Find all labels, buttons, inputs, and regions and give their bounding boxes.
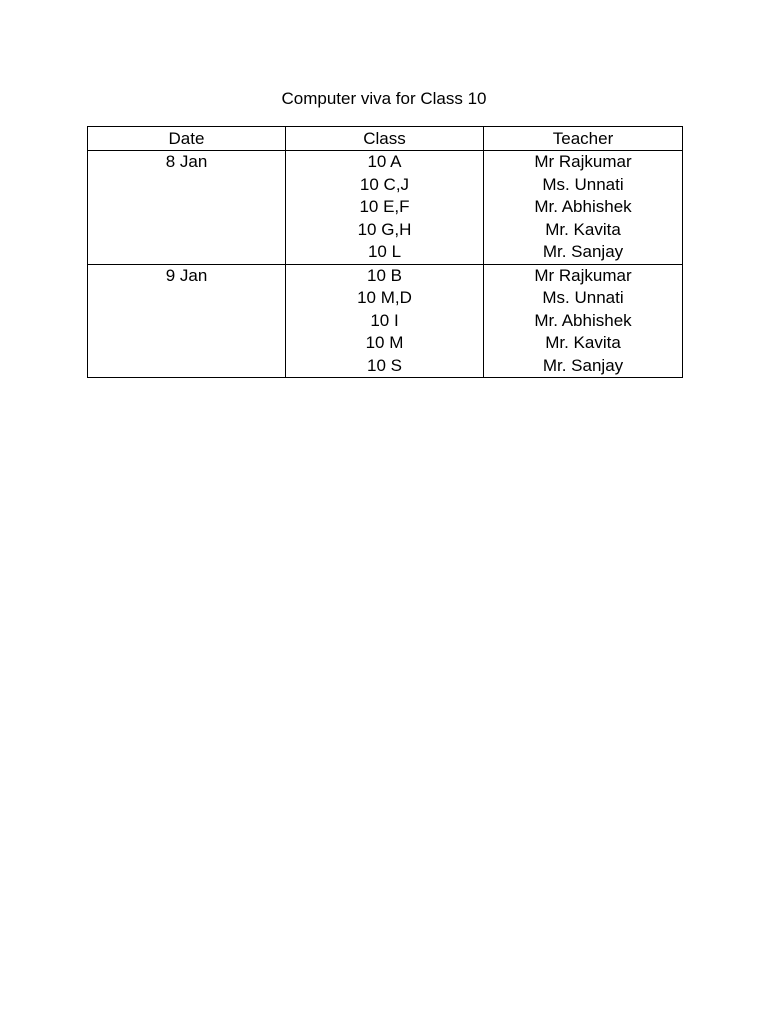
- class-value: 10 C,J: [359, 174, 410, 194]
- class-value: 10 I: [370, 310, 399, 330]
- class-cell: [286, 151, 484, 265]
- date-value: 8 Jan: [165, 152, 208, 171]
- document-title: Computer viva for Class 10: [281, 89, 487, 108]
- teacher-value: Mr. Kavita: [545, 333, 621, 352]
- header-row: [88, 127, 683, 151]
- class-cell: [286, 264, 484, 378]
- class-value: 10 E,F: [359, 197, 410, 216]
- table-row: [88, 151, 683, 265]
- teacher-value: Ms. Unnati: [542, 288, 624, 307]
- teacher-value: Ms. Unnati: [542, 174, 624, 194]
- teacher-value: Mr. Kavita: [545, 219, 621, 239]
- teacher-value: Mr. Abhishek: [534, 310, 632, 330]
- header-teacher: Teacher: [484, 127, 683, 151]
- teacher-value: Mr. Sanjay: [542, 355, 624, 375]
- teacher-cell: [484, 264, 683, 378]
- date-cell: [88, 151, 286, 265]
- class-value: 10 L: [367, 242, 402, 261]
- teacher-value: Mr Rajkumar: [534, 265, 632, 285]
- teacher-value: Mr. Sanjay: [542, 242, 624, 261]
- teacher-cell: [484, 151, 683, 265]
- header-date: Date: [88, 127, 286, 151]
- teacher-value: Mr. Abhishek: [534, 197, 632, 216]
- class-value: 10 B: [367, 265, 402, 285]
- table-row: [88, 264, 683, 378]
- class-value: 10 S: [367, 355, 402, 375]
- class-value: 10 A: [367, 152, 402, 171]
- header-class: Class: [286, 127, 484, 151]
- teacher-value: Mr Rajkumar: [534, 152, 632, 171]
- class-value: 10 M: [365, 333, 404, 352]
- class-value: 10 G,H: [357, 219, 412, 239]
- date-cell: [88, 264, 286, 378]
- viva-schedule-table: [87, 126, 683, 378]
- class-value: 10 M,D: [357, 288, 412, 307]
- date-value: 9 Jan: [165, 265, 208, 285]
